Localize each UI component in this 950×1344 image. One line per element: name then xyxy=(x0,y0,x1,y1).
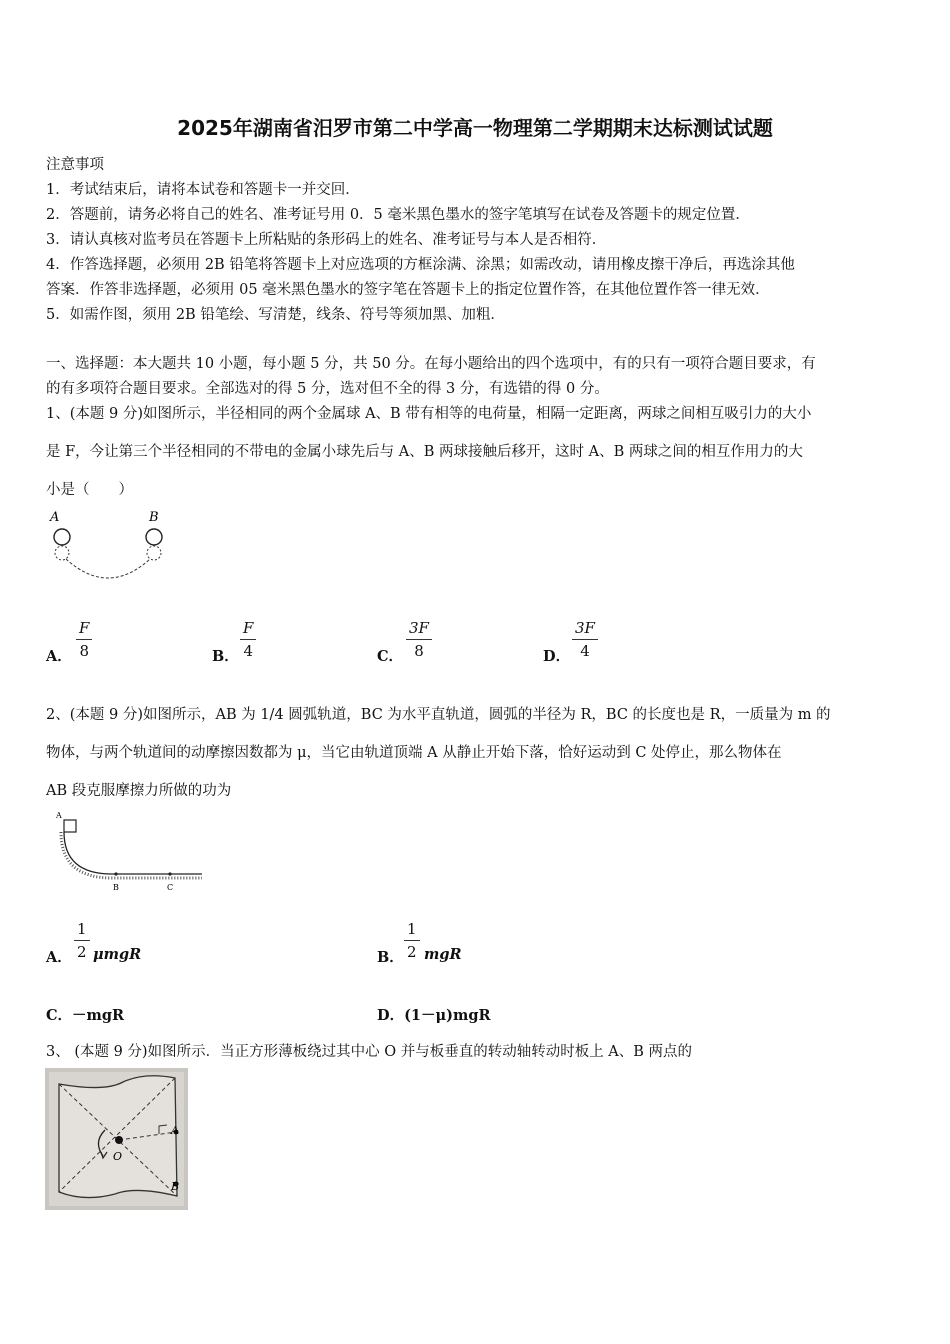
q3-label-b: B xyxy=(171,1180,180,1193)
q2-option-d: D．(1－μ)mgR xyxy=(377,1007,491,1024)
notice-item: 3．请认真核对监考员在答题卡上所粘贴的条形码上的姓名、准考证号与本人是否相符． xyxy=(46,232,607,248)
q1-option-d-fraction: $\frac{3F}{4}$ xyxy=(572,619,598,660)
q3-label-o: O xyxy=(113,1150,123,1163)
q2-option-b-letter: B． xyxy=(377,949,404,966)
q2-option-a-expr: μmgR xyxy=(93,946,142,963)
q1-figure-spheres xyxy=(44,505,174,587)
q2-stem: 2、(本题 9 分)如图所示，AB 为 1/4 圆弧轨道，BC 为水平直轨道，圆弧的半径为 R，BC 的长度也是 R，一质量为 m 的 xyxy=(46,707,831,723)
q2-option-c: C．－mgR xyxy=(46,1007,125,1024)
q2-figure-track xyxy=(52,810,207,895)
q2-option-b-expr: mgR xyxy=(424,946,462,963)
notice-heading: 注意事项 xyxy=(46,157,104,173)
q2-label-c: C xyxy=(167,883,174,892)
q2-stem: 物体，与两个轨道间的动摩擦因数都为 μ，当它由轨道顶端 A 从静止开始下落，恰好运动到 C 处停止，那么物体在 xyxy=(46,745,782,761)
q3-label-a: A xyxy=(171,1124,179,1137)
q3-figure-plate xyxy=(45,1068,188,1210)
notice-item: 2．答题前，请务必将自己的姓名、准考证号用 0．5 毫米黑色墨水的签字笔填写在试卷及答题卡的规定位置． xyxy=(46,207,750,223)
q2-stem: AB 段克服摩擦力所做的功为 xyxy=(46,783,232,799)
notice-item: 答案．作答非选择题，必须用 05 毫米黑色墨水的签字笔在答题卡上的指定位置作答，在其他位置作答一律无效． xyxy=(46,282,770,298)
q1-option-c-letter: C． xyxy=(377,648,404,665)
q1-label-a: A xyxy=(50,510,60,525)
q1-option-b-fraction: $\frac{F}{4}$ xyxy=(240,619,256,660)
q1-option-a-letter: A． xyxy=(46,648,72,665)
section-instructions: 一、选择题：本大题共 10 小题，每小题 5 分，共 50 分。在每小题给出的四个选项中，有的只有一项符合题目要求，有 xyxy=(46,356,816,372)
q1-option-b-letter: B． xyxy=(212,648,239,665)
q1-option-a-fraction: $\frac{F}{8}$ xyxy=(76,619,92,660)
q2-option-a-fraction: $\frac{1}{2}$ xyxy=(74,920,90,961)
notice-item: 4．作答选择题，必须用 2B 铅笔将答题卡上对应选项的方框涂满、涂黑；如需改动，请用橡皮擦干净后，再选涂其他 xyxy=(46,257,795,273)
section-instructions: 的有多项符合题目要求。全部选对的得 5 分，选对但不全的得 3 分，有选错的得 0 分。 xyxy=(46,381,609,397)
q1-label-b: B xyxy=(149,510,159,525)
notice-item: 5．如需作图，须用 2B 铅笔绘、写清楚，线条、符号等须加黑、加粗． xyxy=(46,307,505,323)
q2-label-b: B xyxy=(113,883,119,892)
q2-option-b-fraction: $\frac{1}{2}$ xyxy=(404,920,420,961)
q1-option-d-letter: D． xyxy=(543,648,571,665)
q2-label-a: A xyxy=(56,811,62,820)
page-title: 2025年湖南省汨罗市第二中学高一物理第二学期期末达标测试试题 xyxy=(177,116,773,140)
notice-item: 1．考试结束后，请将本试卷和答题卡一并交回． xyxy=(46,182,360,198)
q1-option-c-fraction: $\frac{3F}{8}$ xyxy=(406,619,432,660)
q3-stem: 3、 (本题 9 分)如图所示．当正方形薄板绕过其中心 O 并与板垂直的转动轴转动时板上 A、B 两点的 xyxy=(46,1044,693,1060)
q1-stem: 是 F，今让第三个半径相同的不带电的金属小球先后与 A、B 两球接触后移开，这时 A、B 两球之间的相互作用力的大 xyxy=(46,444,803,460)
q2-option-a-letter: A． xyxy=(46,949,72,966)
q1-stem: 1、(本题 9 分)如图所示，半径相同的两个金属球 A、B 带有相等的电荷量，相隔一定距离，两球之间相互吸引力的大小 xyxy=(46,406,812,422)
q1-stem: 小是（ ） xyxy=(46,482,133,498)
